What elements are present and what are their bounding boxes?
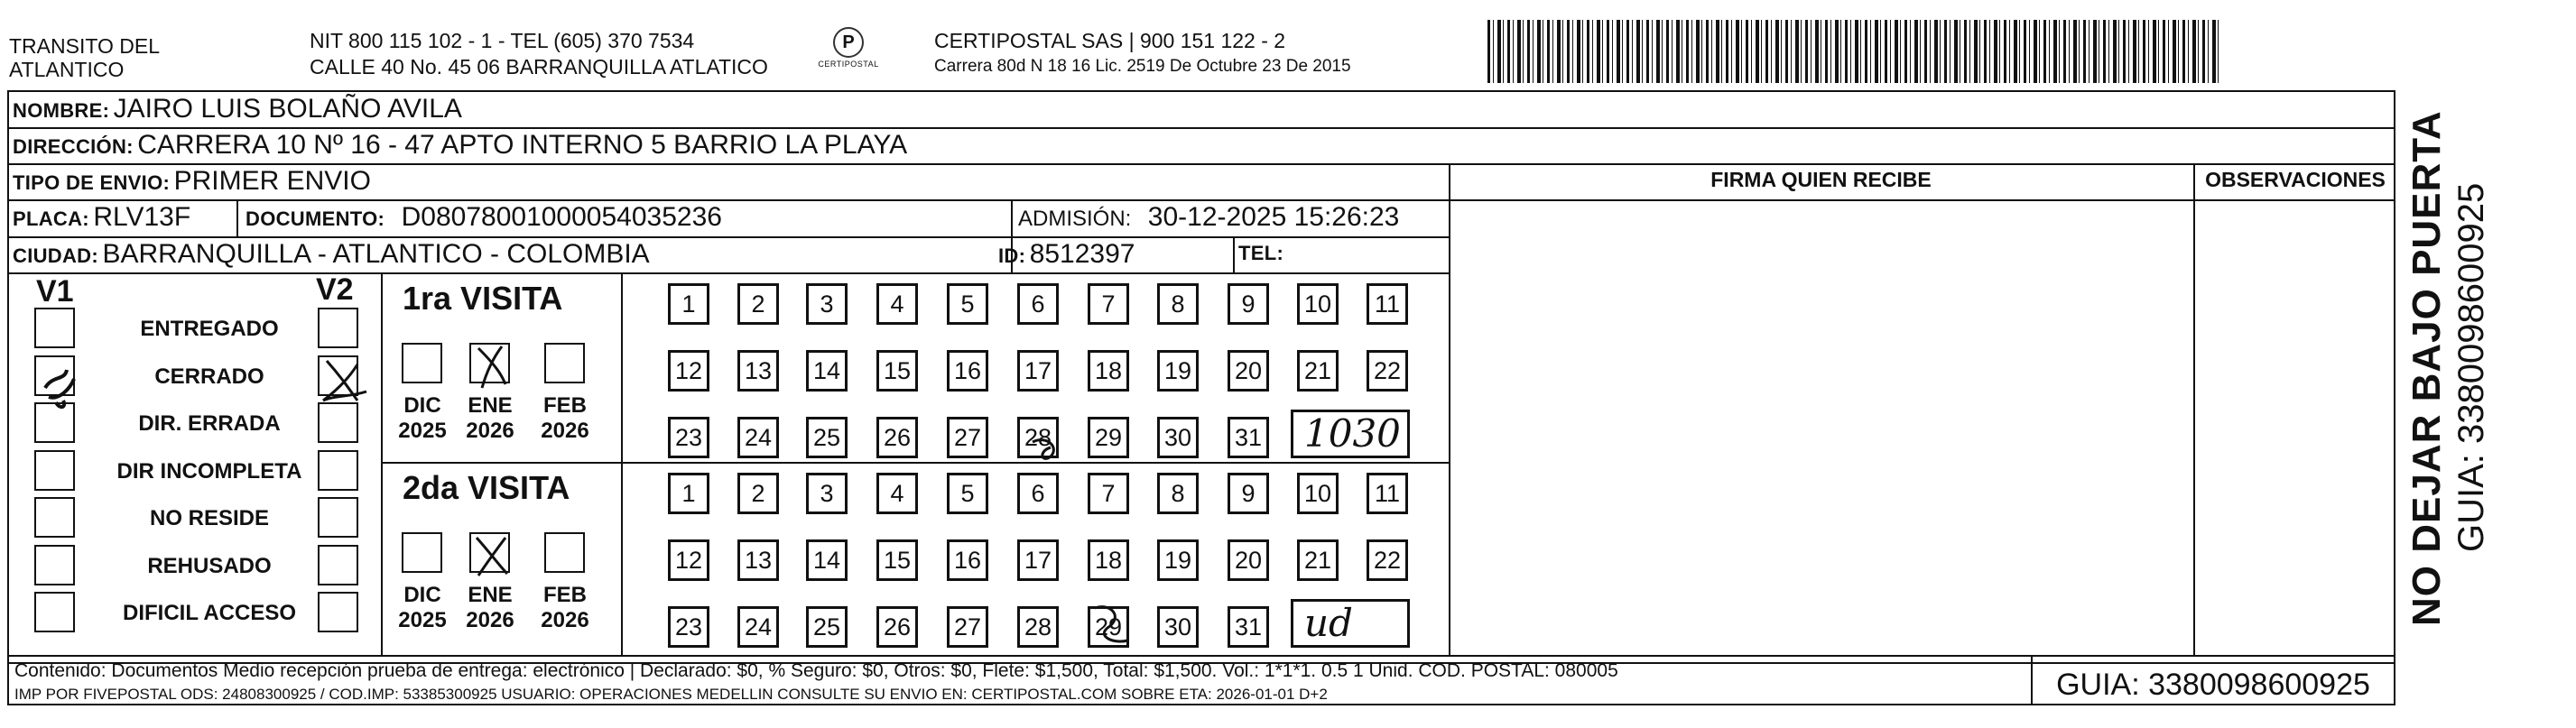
tipo-row: [13, 166, 371, 197]
documento-row: [246, 202, 722, 233]
contenido-line: Contenido: Documentos Medio recepción prueba de entrega: electrónico | Declarado: $0, % Seguro: $0, Otros: $0, Flete: $1,500, Total: $1,500. Vol.: 1*1*1. 0.5 1 Unid. COD. POSTAL: 080005: [14, 660, 1618, 681]
visit2-day-box[interactable]: 23: [668, 606, 709, 648]
visit1-day-box[interactable]: 30: [1157, 417, 1199, 458]
month-year: 2025: [398, 608, 447, 632]
sender-org: TRANSITO DEL ATLANTICO: [9, 34, 160, 81]
visit1-day-box[interactable]: 15: [876, 350, 918, 392]
visit2-day-box[interactable]: 5: [947, 473, 988, 514]
visit1-day-box[interactable]: 21: [1297, 350, 1339, 392]
imp-line: IMP POR FIVEPOSTAL ODS: 24808300925 / COD.IMP: 53385300925 USUARIO: OPERACIONES MEDELLIN CONSULTE SU ENVIO EN: CERTIPOSTAL.COM SOBRE ETA: 2026-01-01 D+2: [14, 686, 1328, 703]
status-label: NO RESIDE: [149, 506, 270, 530]
placa-row: [13, 202, 190, 233]
status-label: DIR. ERRADA: [138, 411, 281, 436]
observaciones-label: OBSERVACIONES: [2205, 168, 2386, 191]
visit1-day-box[interactable]: 4: [876, 283, 918, 325]
v1-cerrado-mark: [40, 361, 85, 419]
status-label: DIR INCOMPLETA: [116, 458, 302, 484]
status-label: DIFICIL ACCESO: [122, 601, 296, 625]
v2-cerrado-mark: [318, 355, 372, 410]
visit2-day-29-mark: [1088, 599, 1138, 658]
visit1-day-box[interactable]: 25: [806, 417, 848, 458]
direccion-row: [13, 130, 907, 161]
visit1-day-box[interactable]: 20: [1228, 350, 1269, 392]
v1-checkbox-1[interactable]: [34, 308, 75, 348]
visit1-day-box[interactable]: 24: [737, 417, 779, 458]
visit2-day-box[interactable]: 6: [1017, 473, 1059, 514]
visit2-day-box[interactable]: 7: [1088, 473, 1129, 514]
visit2-month-label: [533, 583, 597, 633]
visit2-day-box[interactable]: 24: [737, 606, 779, 648]
visit1-day-box[interactable]: 14: [806, 350, 848, 392]
v1-checkbox-5[interactable]: [34, 497, 75, 538]
firma-label: FIRMA QUIEN RECIBE: [1710, 168, 1932, 191]
visit1-month-label: [391, 393, 454, 444]
visit2-day-box[interactable]: 29: [1088, 606, 1129, 648]
visit1-day-box[interactable]: 13: [737, 350, 779, 392]
visit2-day-box[interactable]: 2: [737, 473, 779, 514]
visit1-day-box[interactable]: 22: [1367, 350, 1408, 392]
visit2-day-box[interactable]: 21: [1297, 539, 1339, 581]
month-name: ENE: [468, 393, 513, 418]
visit1-day-box[interactable]: 19: [1157, 350, 1199, 392]
barcode: [1487, 20, 2220, 83]
visit2-day-box[interactable]: 19: [1157, 539, 1199, 581]
visit1-day-box[interactable]: 28: [1017, 417, 1059, 458]
visit1-day-box[interactable]: 17: [1017, 350, 1059, 392]
visit2-month-checkbox-1[interactable]: [402, 532, 442, 573]
visit2-day-box[interactable]: 27: [947, 606, 988, 648]
visit1-day-box[interactable]: 8: [1157, 283, 1199, 325]
month-name: ENE: [468, 583, 513, 607]
v1-checkbox-4[interactable]: [34, 450, 75, 491]
visit1-day-box[interactable]: 3: [806, 283, 848, 325]
tel-row: [1238, 242, 1283, 265]
visit1-handwritten-time: 1030: [1291, 410, 1410, 458]
documento-label: DOCUMENTO:: [246, 207, 385, 230]
tipo-value: PRIMER ENVIO: [173, 166, 371, 196]
certipostal-line: CERTIPOSTAL SAS | 900 151 122 - 2: [934, 29, 1286, 52]
visit2-title: 2da VISITA: [403, 469, 570, 506]
month-name: FEB: [543, 393, 587, 418]
month-year: 2026: [466, 608, 514, 632]
admision-value: 30-12-2025 15:26:23: [1147, 202, 1400, 232]
admision-row: [1018, 202, 1399, 233]
v2-checkbox-4[interactable]: [318, 450, 358, 491]
visit1-ene-mark: [469, 339, 520, 398]
month-name: FEB: [543, 583, 587, 607]
id-value: 8512397: [1029, 239, 1135, 269]
visit2-day-box[interactable]: 22: [1367, 539, 1408, 581]
visit1-month-label: [459, 393, 522, 444]
tipo-label: TIPO DE ENVIO:: [13, 171, 171, 194]
month-year: 2026: [541, 608, 589, 632]
visit2-day-box[interactable]: 8: [1157, 473, 1199, 514]
direccion-value: CARRERA 10 Nº 16 - 47 APTO INTERNO 5 BARRIO LA PLAYA: [137, 130, 908, 160]
nombre-label: NOMBRE:: [13, 99, 110, 122]
ciudad-value: BARRANQUILLA - ATLANTICO - COLOMBIA: [102, 239, 650, 269]
visit2-day-box[interactable]: 18: [1088, 539, 1129, 581]
admision-label: ADMISIÓN:: [1018, 207, 1132, 231]
month-name: DIC: [403, 393, 441, 418]
visit2-month-label: [391, 583, 454, 633]
visit2-day-box[interactable]: 14: [806, 539, 848, 581]
visit1-month-label: [533, 393, 597, 444]
visit1-day-box[interactable]: 26: [876, 417, 918, 458]
visit2-day-box[interactable]: 11: [1367, 473, 1408, 514]
license-line: Carrera 80d N 18 16 Lic. 2519 De Octubre 23 De 2015: [934, 57, 1351, 76]
visit1-month-checkbox-1[interactable]: [402, 343, 442, 383]
month-name: DIC: [403, 583, 441, 607]
status-label: CERRADO: [154, 364, 264, 389]
visit2-month-label: [459, 583, 522, 633]
visit2-month-checkbox-3[interactable]: [544, 532, 585, 573]
visit2-day-box[interactable]: 9: [1228, 473, 1269, 514]
visit1-day-box[interactable]: 10: [1297, 283, 1339, 325]
visit1-day-box[interactable]: 6: [1017, 283, 1059, 325]
placa-label: PLACA:: [13, 207, 89, 230]
ciudad-row: [13, 239, 650, 270]
v2-label: V2: [316, 272, 354, 307]
visit1-day-box[interactable]: 9: [1228, 283, 1269, 325]
nit-line: NIT 800 115 102 - 1 - TEL (605) 370 7534: [310, 29, 695, 52]
visit1-day-box[interactable]: 2: [737, 283, 779, 325]
id-label: ID:: [998, 244, 1026, 267]
visit1-day-box[interactable]: 16: [947, 350, 988, 392]
month-year: 2026: [466, 419, 514, 443]
v2-checkbox-5[interactable]: [318, 497, 358, 538]
footer-guia: GUIA: 3380098600925: [2056, 668, 2370, 702]
address-line: CALLE 40 No. 45 06 BARRANQUILLA ATLATICO: [310, 55, 768, 78]
visit2-day-box[interactable]: 10: [1297, 473, 1339, 514]
visit1-day-box[interactable]: 27: [947, 417, 988, 458]
visit2-day-box[interactable]: 20: [1228, 539, 1269, 581]
status-label: REHUSADO: [147, 553, 272, 578]
visit2-handwritten-time: ud: [1291, 599, 1410, 648]
direccion-label: DIRECCIÓN:: [13, 135, 134, 158]
month-year: 2025: [398, 419, 447, 443]
v2-checkbox-1[interactable]: [318, 308, 358, 348]
nombre-value: JAIRO LUIS BOLAÑO AVILA: [113, 94, 462, 124]
visit1-day-box[interactable]: 31: [1228, 417, 1269, 458]
status-label: ENTREGADO: [140, 317, 279, 341]
visit2-day-box[interactable]: 31: [1228, 606, 1269, 648]
nombre-row: [13, 94, 462, 124]
visit1-day-box[interactable]: 23: [668, 417, 709, 458]
v2-checkbox-6[interactable]: [318, 545, 358, 585]
v1-label: V1: [36, 274, 74, 309]
ciudad-label: CIUDAD:: [13, 244, 98, 267]
visit2-day-box[interactable]: 15: [876, 539, 918, 581]
visit1-day-box[interactable]: 29: [1088, 417, 1129, 458]
v2-checkbox-7[interactable]: [318, 592, 358, 632]
visit2-day-box[interactable]: 12: [668, 539, 709, 581]
visit2-day-box[interactable]: 16: [947, 539, 988, 581]
id-row: [998, 239, 1135, 270]
visit2-day-box[interactable]: 3: [806, 473, 848, 514]
visit1-day-box[interactable]: 7: [1088, 283, 1129, 325]
visit2-day-box[interactable]: 17: [1017, 539, 1059, 581]
visit1-day-box[interactable]: 11: [1367, 283, 1408, 325]
visit2-day-box[interactable]: 4: [876, 473, 918, 514]
logo-text: CERTIPOSTAL: [818, 60, 879, 69]
visit2-day-box[interactable]: 13: [737, 539, 779, 581]
visit1-title: 1ra VISITA: [403, 280, 563, 317]
visit2-day-box[interactable]: 28: [1017, 606, 1059, 648]
visit2-day-box[interactable]: 30: [1157, 606, 1199, 648]
documento-value: D08078001000054035236: [401, 202, 722, 232]
visit1-day-box[interactable]: 18: [1088, 350, 1129, 392]
certipostal-logo: [812, 27, 885, 69]
v1-checkbox-7[interactable]: [34, 592, 75, 632]
logo-icon: P: [833, 27, 864, 58]
side-guia: GUIA: 3380098600925: [2451, 182, 2491, 552]
v1-checkbox-6[interactable]: [34, 545, 75, 585]
month-year: 2026: [541, 419, 589, 443]
side-warning: NO DEJAR BAJO PUERTA: [2405, 110, 2449, 626]
tel-label: TEL:: [1238, 242, 1284, 264]
visit2-day-box[interactable]: 26: [876, 606, 918, 648]
visit2-ene-mark: [469, 530, 520, 589]
visit1-day-box[interactable]: 5: [947, 283, 988, 325]
visit1-month-checkbox-3[interactable]: [544, 343, 585, 383]
visit1-day-box[interactable]: 12: [668, 350, 709, 392]
visit2-day-box[interactable]: 1: [668, 473, 709, 514]
visit1-day-box[interactable]: 1: [668, 283, 709, 325]
visit2-day-box[interactable]: 25: [806, 606, 848, 648]
placa-value: RLV13F: [93, 202, 191, 232]
visit1-day-28-mark: [1020, 411, 1070, 470]
